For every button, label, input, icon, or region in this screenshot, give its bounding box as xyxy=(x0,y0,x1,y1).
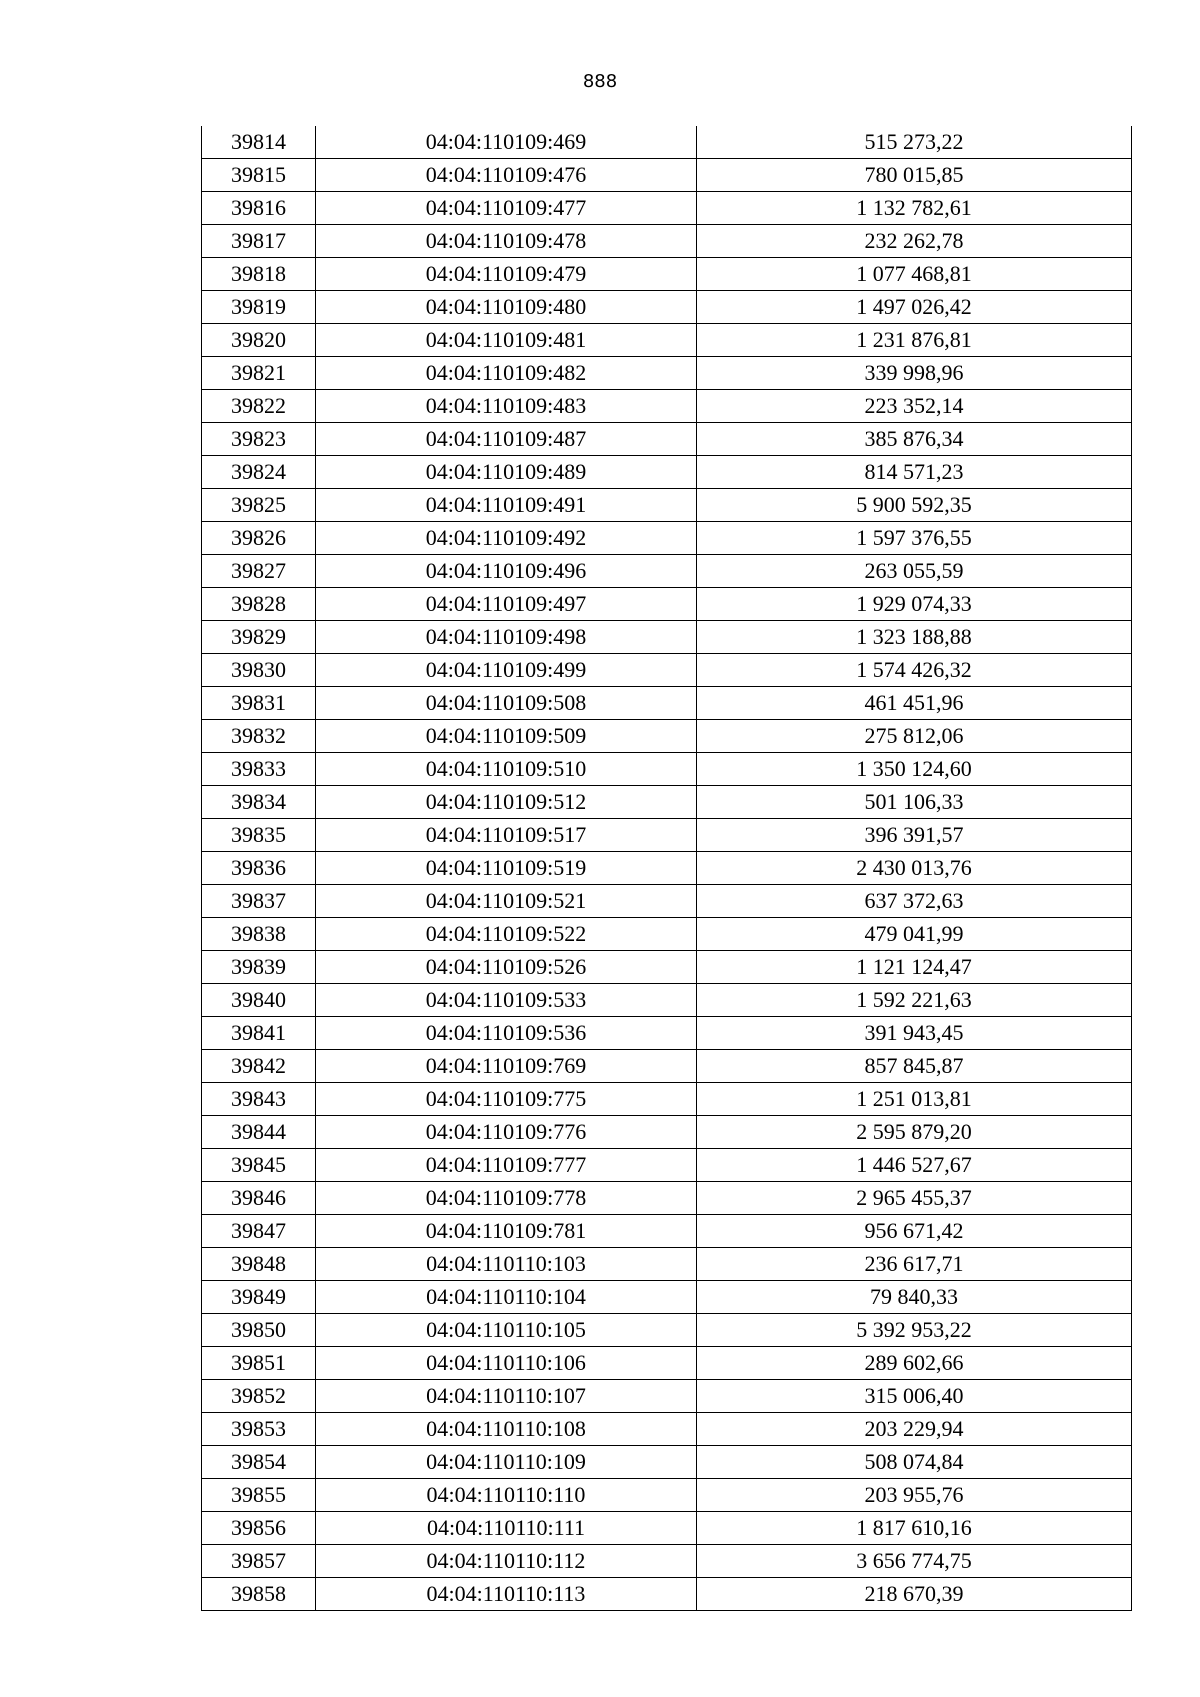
row-number-cell: 39825 xyxy=(202,489,316,522)
row-number-cell: 39830 xyxy=(202,654,316,687)
cadastral-number-cell: 04:04:110109:775 xyxy=(316,1083,697,1116)
row-number-cell: 39835 xyxy=(202,819,316,852)
cadastral-number-cell: 04:04:110109:476 xyxy=(316,159,697,192)
cadastral-number-cell: 04:04:110109:521 xyxy=(316,885,697,918)
cadastral-value-cell: 79 840,33 xyxy=(697,1281,1132,1314)
cadastral-value-cell: 5 900 592,35 xyxy=(697,489,1132,522)
row-number-cell: 39823 xyxy=(202,423,316,456)
row-number-cell: 39834 xyxy=(202,786,316,819)
table-row xyxy=(202,1479,1132,1512)
cadastral-number-cell: 04:04:110109:483 xyxy=(316,390,697,423)
cadastral-value-cell: 857 845,87 xyxy=(697,1050,1132,1083)
table-row xyxy=(202,654,1132,687)
cadastral-number-cell: 04:04:110109:508 xyxy=(316,687,697,720)
table-row xyxy=(202,918,1132,951)
row-number-cell: 39853 xyxy=(202,1413,316,1446)
row-number-cell: 39826 xyxy=(202,522,316,555)
row-number-cell: 39840 xyxy=(202,984,316,1017)
cadastral-value-cell: 391 943,45 xyxy=(697,1017,1132,1050)
row-number-cell: 39839 xyxy=(202,951,316,984)
table-row xyxy=(202,456,1132,489)
row-number-cell: 39821 xyxy=(202,357,316,390)
cadastral-value-cell: 1 323 188,88 xyxy=(697,621,1132,654)
cadastral-number-cell: 04:04:110110:112 xyxy=(316,1545,697,1578)
cadastral-number-cell: 04:04:110109:778 xyxy=(316,1182,697,1215)
cadastral-value-cell: 275 812,06 xyxy=(697,720,1132,753)
table-row xyxy=(202,984,1132,1017)
row-number-cell: 39858 xyxy=(202,1578,316,1611)
cadastral-number-cell: 04:04:110110:105 xyxy=(316,1314,697,1347)
cadastral-value-cell: 1 132 782,61 xyxy=(697,192,1132,225)
cadastral-value-cell: 1 929 074,33 xyxy=(697,588,1132,621)
row-number-cell: 39846 xyxy=(202,1182,316,1215)
cadastral-value-cell: 1 446 527,67 xyxy=(697,1149,1132,1182)
cadastral-number-cell: 04:04:110109:497 xyxy=(316,588,697,621)
table-row xyxy=(202,1578,1132,1611)
cadastral-value-cell: 339 998,96 xyxy=(697,357,1132,390)
cadastral-number-cell: 04:04:110109:776 xyxy=(316,1116,697,1149)
table-row xyxy=(202,423,1132,456)
cadastral-number-cell: 04:04:110109:489 xyxy=(316,456,697,489)
cadastral-value-cell: 637 372,63 xyxy=(697,885,1132,918)
table-row xyxy=(202,1017,1132,1050)
table-row xyxy=(202,225,1132,258)
table-row xyxy=(202,126,1132,159)
cadastral-value-cell: 501 106,33 xyxy=(697,786,1132,819)
cadastral-value-cell: 1 350 124,60 xyxy=(697,753,1132,786)
cadastral-value-cell: 814 571,23 xyxy=(697,456,1132,489)
table-row xyxy=(202,1215,1132,1248)
table-row xyxy=(202,1050,1132,1083)
cadastral-number-cell: 04:04:110109:482 xyxy=(316,357,697,390)
row-number-cell: 39827 xyxy=(202,555,316,588)
row-number-cell: 39831 xyxy=(202,687,316,720)
row-number-cell: 39852 xyxy=(202,1380,316,1413)
cadastral-value-cell: 223 352,14 xyxy=(697,390,1132,423)
cadastral-value-cell: 1 592 221,63 xyxy=(697,984,1132,1017)
row-number-cell: 39855 xyxy=(202,1479,316,1512)
table-row xyxy=(202,1182,1132,1215)
cadastral-number-cell: 04:04:110110:111 xyxy=(316,1512,697,1545)
cadastral-number-cell: 04:04:110109:509 xyxy=(316,720,697,753)
row-number-cell: 39849 xyxy=(202,1281,316,1314)
row-number-cell: 39816 xyxy=(202,192,316,225)
cadastral-value-cell: 315 006,40 xyxy=(697,1380,1132,1413)
table-row xyxy=(202,786,1132,819)
cadastral-number-cell: 04:04:110110:110 xyxy=(316,1479,697,1512)
table-row xyxy=(202,687,1132,720)
table-row xyxy=(202,951,1132,984)
table-row xyxy=(202,324,1132,357)
cadastral-value-cell: 3 656 774,75 xyxy=(697,1545,1132,1578)
row-number-cell: 39857 xyxy=(202,1545,316,1578)
table-row xyxy=(202,390,1132,423)
table-row xyxy=(202,258,1132,291)
cadastral-value-cell: 780 015,85 xyxy=(697,159,1132,192)
table-row xyxy=(202,522,1132,555)
table-row xyxy=(202,555,1132,588)
cadastral-value-cell: 2 965 455,37 xyxy=(697,1182,1132,1215)
row-number-cell: 39854 xyxy=(202,1446,316,1479)
table-row xyxy=(202,1281,1132,1314)
cadastral-value-cell: 203 955,76 xyxy=(697,1479,1132,1512)
cadastral-value-cell: 2 595 879,20 xyxy=(697,1116,1132,1149)
table-row xyxy=(202,1512,1132,1545)
table-row xyxy=(202,291,1132,324)
row-number-cell: 39838 xyxy=(202,918,316,951)
table-row xyxy=(202,588,1132,621)
row-number-cell: 39837 xyxy=(202,885,316,918)
table-row xyxy=(202,489,1132,522)
table-row xyxy=(202,1545,1132,1578)
table-row xyxy=(202,192,1132,225)
row-number-cell: 39847 xyxy=(202,1215,316,1248)
row-number-cell: 39851 xyxy=(202,1347,316,1380)
cadastral-value-cell: 1 597 376,55 xyxy=(697,522,1132,555)
cadastral-number-cell: 04:04:110109:510 xyxy=(316,753,697,786)
row-number-cell: 39822 xyxy=(202,390,316,423)
row-number-cell: 39844 xyxy=(202,1116,316,1149)
cadastral-value-cell: 218 670,39 xyxy=(697,1578,1132,1611)
cadastral-number-cell: 04:04:110109:781 xyxy=(316,1215,697,1248)
cadastral-number-cell: 04:04:110109:519 xyxy=(316,852,697,885)
cadastral-value-cell: 385 876,34 xyxy=(697,423,1132,456)
table-row xyxy=(202,819,1132,852)
cadastral-number-cell: 04:04:110110:103 xyxy=(316,1248,697,1281)
row-number-cell: 39818 xyxy=(202,258,316,291)
cadastral-value-cell: 1 574 426,32 xyxy=(697,654,1132,687)
cadastral-value-cell: 1 497 026,42 xyxy=(697,291,1132,324)
row-number-cell: 39829 xyxy=(202,621,316,654)
cadastral-number-cell: 04:04:110110:108 xyxy=(316,1413,697,1446)
row-number-cell: 39820 xyxy=(202,324,316,357)
table-row xyxy=(202,1446,1132,1479)
cadastral-value-cell: 508 074,84 xyxy=(697,1446,1132,1479)
cadastral-value-cell: 1 231 876,81 xyxy=(697,324,1132,357)
cadastral-number-cell: 04:04:110110:106 xyxy=(316,1347,697,1380)
table-row xyxy=(202,357,1132,390)
table-row xyxy=(202,885,1132,918)
table-row xyxy=(202,621,1132,654)
table-row xyxy=(202,1413,1132,1446)
cadastral-number-cell: 04:04:110109:769 xyxy=(316,1050,697,1083)
cadastral-number-cell: 04:04:110109:478 xyxy=(316,225,697,258)
cadastral-value-cell: 1 121 124,47 xyxy=(697,951,1132,984)
cadastral-number-cell: 04:04:110109:479 xyxy=(316,258,697,291)
cadastral-value-cell: 232 262,78 xyxy=(697,225,1132,258)
row-number-cell: 39815 xyxy=(202,159,316,192)
cadastral-number-cell: 04:04:110109:480 xyxy=(316,291,697,324)
table-row xyxy=(202,1314,1132,1347)
cadastral-number-cell: 04:04:110109:496 xyxy=(316,555,697,588)
row-number-cell: 39824 xyxy=(202,456,316,489)
cadastral-number-cell: 04:04:110109:533 xyxy=(316,984,697,1017)
cadastral-number-cell: 04:04:110109:469 xyxy=(316,126,697,159)
cadastral-number-cell: 04:04:110109:498 xyxy=(316,621,697,654)
cadastral-value-table xyxy=(201,126,1132,1611)
cadastral-value-cell: 515 273,22 xyxy=(697,126,1132,159)
table-row xyxy=(202,1116,1132,1149)
row-number-cell: 39850 xyxy=(202,1314,316,1347)
cadastral-value-cell: 2 430 013,76 xyxy=(697,852,1132,885)
row-number-cell: 39819 xyxy=(202,291,316,324)
cadastral-value-cell: 461 451,96 xyxy=(697,687,1132,720)
row-number-cell: 39828 xyxy=(202,588,316,621)
cadastral-number-cell: 04:04:110110:113 xyxy=(316,1578,697,1611)
cadastral-number-cell: 04:04:110109:487 xyxy=(316,423,697,456)
row-number-cell: 39814 xyxy=(202,126,316,159)
cadastral-number-cell: 04:04:110110:104 xyxy=(316,1281,697,1314)
cadastral-number-cell: 04:04:110109:499 xyxy=(316,654,697,687)
row-number-cell: 39842 xyxy=(202,1050,316,1083)
row-number-cell: 39841 xyxy=(202,1017,316,1050)
row-number-cell: 39848 xyxy=(202,1248,316,1281)
cadastral-value-cell: 396 391,57 xyxy=(697,819,1132,852)
cadastral-number-cell: 04:04:110110:109 xyxy=(316,1446,697,1479)
table-row xyxy=(202,1380,1132,1413)
row-number-cell: 39833 xyxy=(202,753,316,786)
table-row xyxy=(202,159,1132,192)
cadastral-value-cell: 1 817 610,16 xyxy=(697,1512,1132,1545)
cadastral-number-cell: 04:04:110109:777 xyxy=(316,1149,697,1182)
table-row xyxy=(202,720,1132,753)
table-row xyxy=(202,1149,1132,1182)
page-number: 888 xyxy=(582,71,618,92)
row-number-cell: 39817 xyxy=(202,225,316,258)
table-row xyxy=(202,753,1132,786)
cadastral-number-cell: 04:04:110109:492 xyxy=(316,522,697,555)
cadastral-value-cell: 263 055,59 xyxy=(697,555,1132,588)
cadastral-value-cell: 1 077 468,81 xyxy=(697,258,1132,291)
row-number-cell: 39836 xyxy=(202,852,316,885)
table-row xyxy=(202,1347,1132,1380)
cadastral-number-cell: 04:04:110110:107 xyxy=(316,1380,697,1413)
cadastral-value-cell: 236 617,71 xyxy=(697,1248,1132,1281)
cadastral-number-cell: 04:04:110109:481 xyxy=(316,324,697,357)
row-number-cell: 39856 xyxy=(202,1512,316,1545)
cadastral-number-cell: 04:04:110109:536 xyxy=(316,1017,697,1050)
row-number-cell: 39845 xyxy=(202,1149,316,1182)
table-row xyxy=(202,1083,1132,1116)
row-number-cell: 39843 xyxy=(202,1083,316,1116)
row-number-cell: 39832 xyxy=(202,720,316,753)
cadastral-value-cell: 5 392 953,22 xyxy=(697,1314,1132,1347)
cadastral-value-cell: 203 229,94 xyxy=(697,1413,1132,1446)
table-row xyxy=(202,852,1132,885)
cadastral-value-cell: 289 602,66 xyxy=(697,1347,1132,1380)
table-row xyxy=(202,1248,1132,1281)
cadastral-value-cell: 956 671,42 xyxy=(697,1215,1132,1248)
cadastral-number-cell: 04:04:110109:477 xyxy=(316,192,697,225)
cadastral-number-cell: 04:04:110109:517 xyxy=(316,819,697,852)
cadastral-number-cell: 04:04:110109:512 xyxy=(316,786,697,819)
cadastral-number-cell: 04:04:110109:522 xyxy=(316,918,697,951)
cadastral-number-cell: 04:04:110109:526 xyxy=(316,951,697,984)
table-body xyxy=(202,126,1132,1611)
cadastral-number-cell: 04:04:110109:491 xyxy=(316,489,697,522)
cadastral-value-cell: 1 251 013,81 xyxy=(697,1083,1132,1116)
cadastral-value-cell: 479 041,99 xyxy=(697,918,1132,951)
